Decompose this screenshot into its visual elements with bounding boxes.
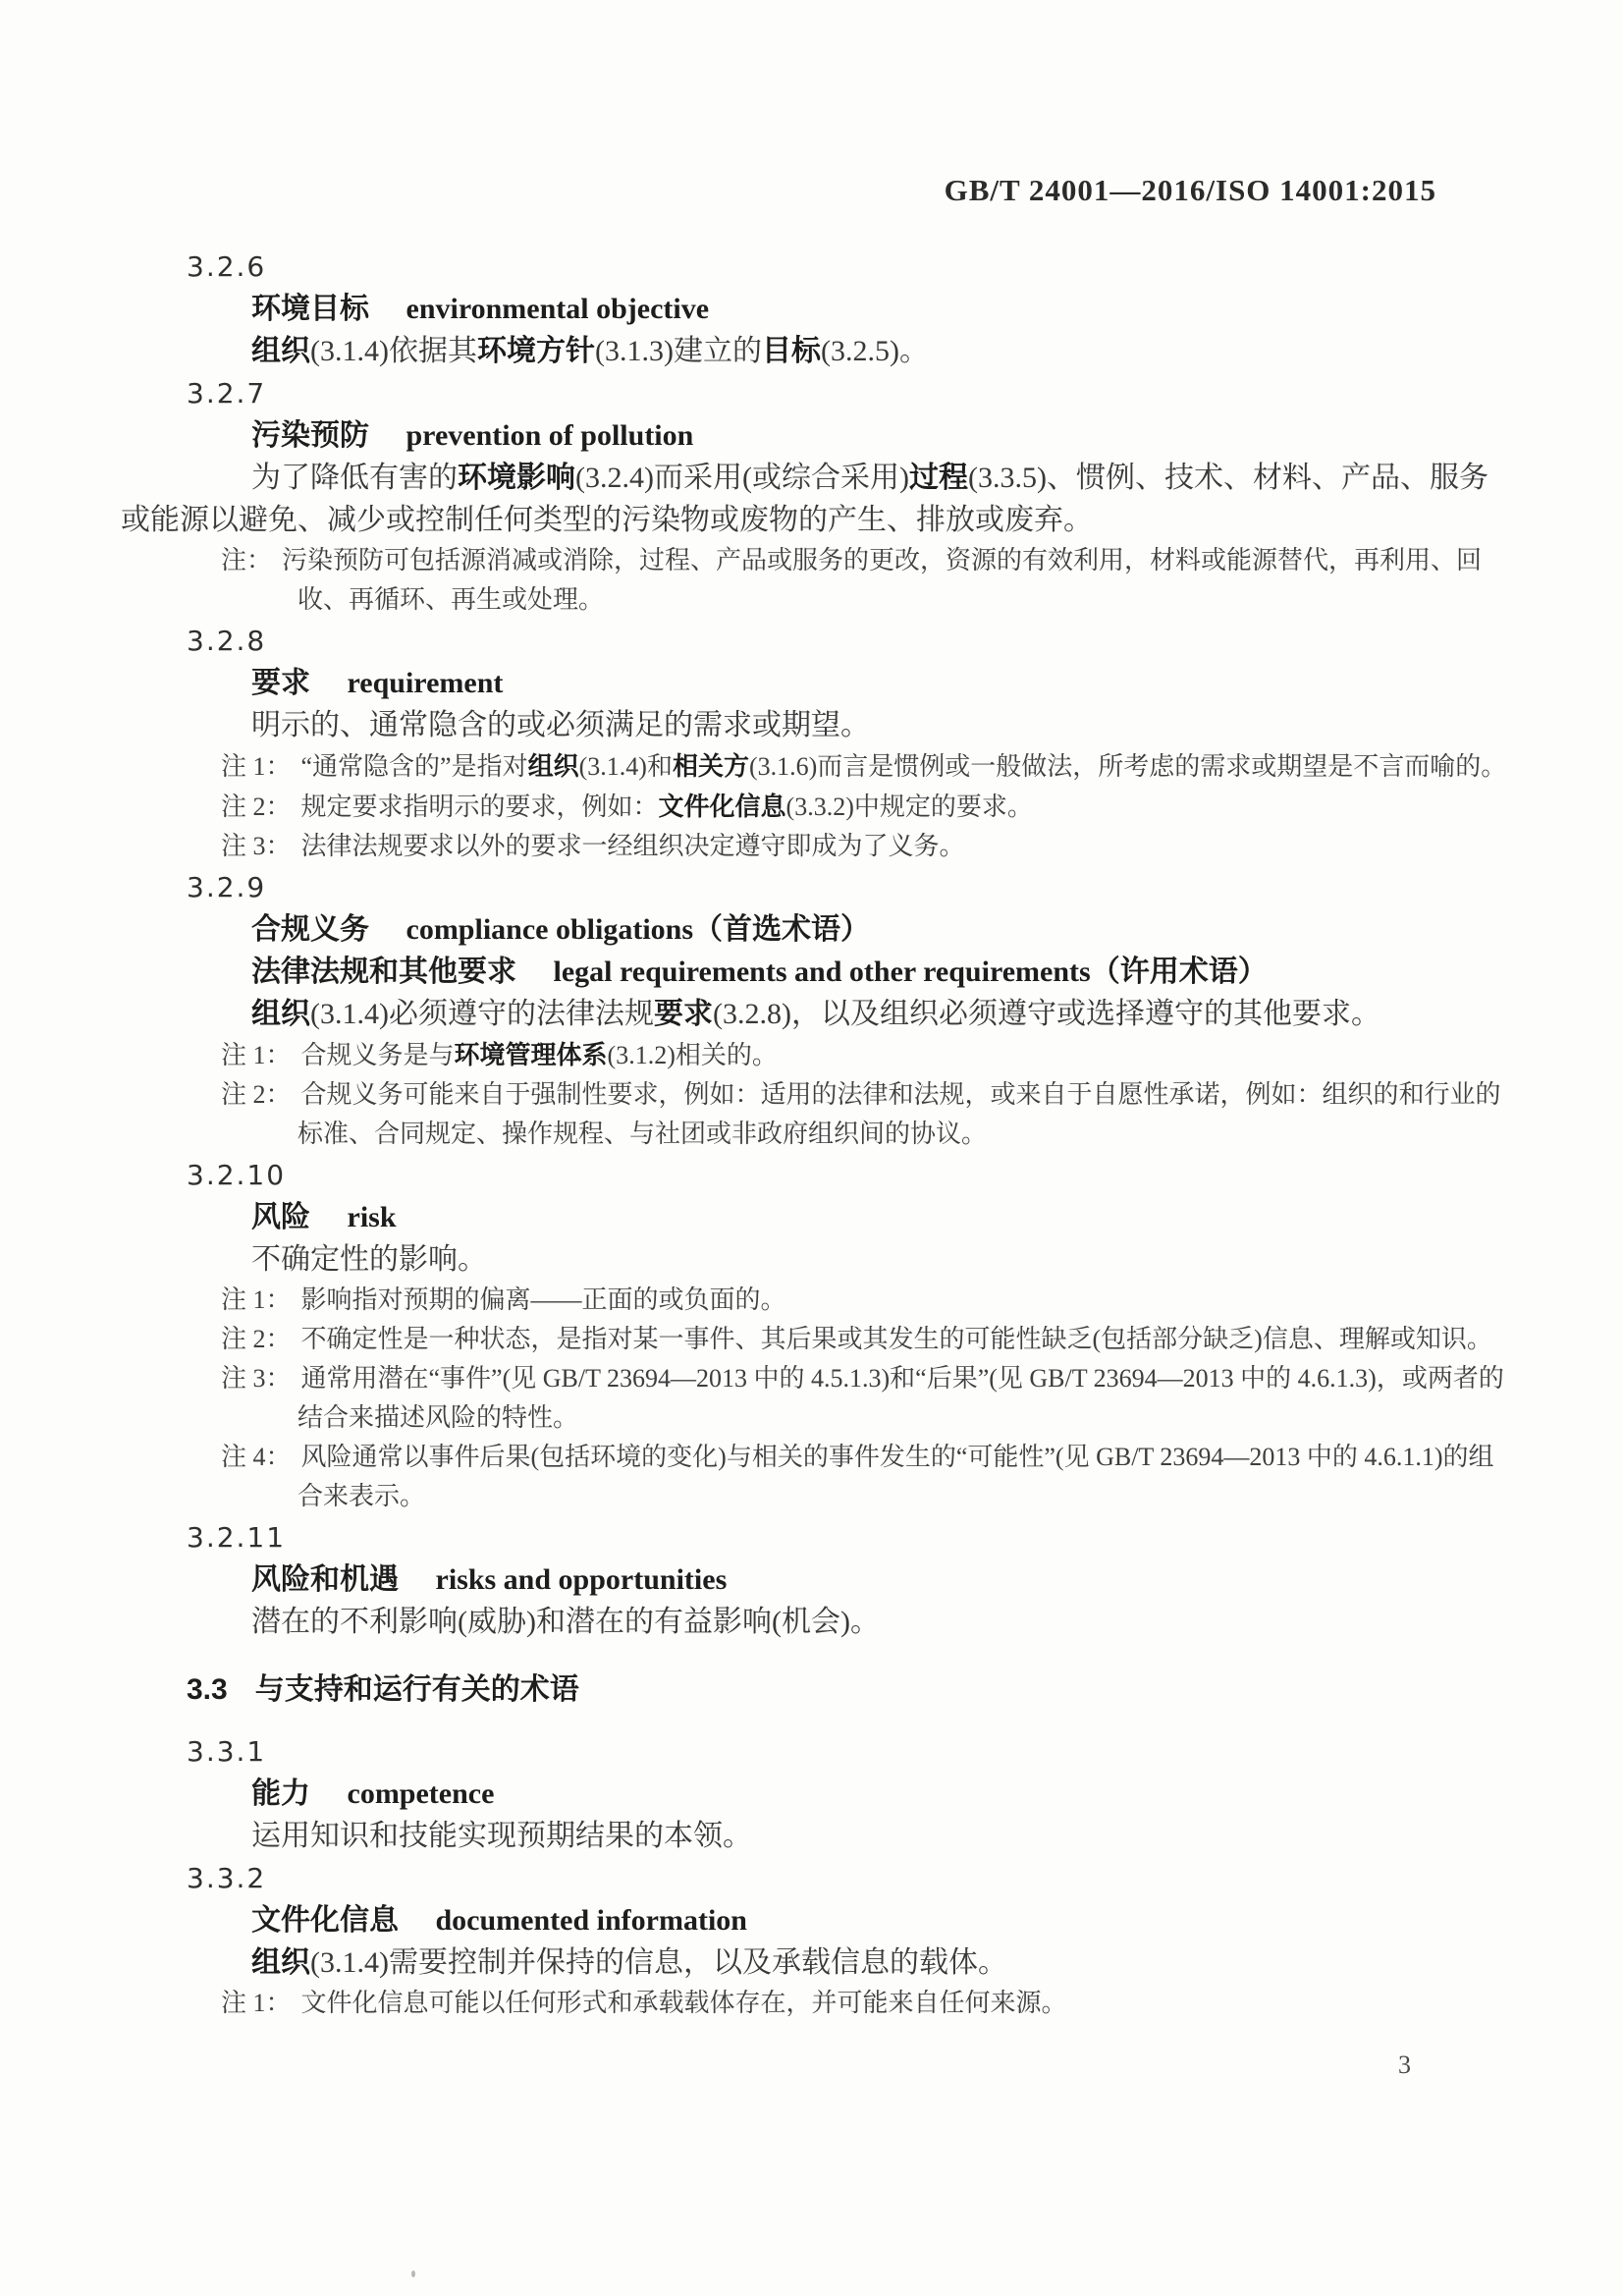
- clause-number: 3.3: [187, 1673, 228, 1706]
- note: [221, 827, 1507, 866]
- note: [221, 1438, 1507, 1516]
- term-zh: 文件化信息: [251, 1904, 399, 1937]
- section-number: 3.2.9: [187, 871, 267, 903]
- note: [221, 1035, 1507, 1075]
- note-label: 注 2：: [221, 793, 292, 821]
- section-number: 3.2.8: [187, 625, 267, 657]
- note: [221, 1075, 1507, 1154]
- term-zh: 合规义务: [251, 913, 369, 946]
- term-zh: 污染预防: [251, 419, 369, 452]
- page-number: 3: [1398, 2050, 1411, 2079]
- note-label: 注 2：: [221, 1080, 292, 1109]
- definition: 组织(3.1.4)需要控制并保持的信息，以及承载信息的载体。: [251, 1946, 1007, 1979]
- term-section-331: [187, 1730, 1507, 1857]
- term-en: documented information: [435, 1904, 747, 1937]
- note-text: 文件化信息可能以任何形式和承载载体存在，并可能来自任何来源。: [300, 1989, 1067, 2017]
- note-text: 污染预防可包括源消减或消除，过程、产品或服务的更改，资源的有效利用，材料或能源替代，再利用、回收、再循环、再生或处理。: [282, 546, 1483, 614]
- note-text: 合规义务是与环境管理体系(3.1.2)相关的。: [300, 1040, 778, 1069]
- section-number: 3.3.2: [187, 1862, 267, 1894]
- definition: 为了降低有害的环境影响(3.2.4)而采用(或综合采用)过程(3.3.5)、惯例、技术、材料、产品、服务或能源以避免、减少或控制任何类型的污染物或废物的产生、排放或废弃。: [121, 462, 1488, 536]
- document-content: [121, 246, 1507, 2080]
- term-zh: 法律法规和其他要求: [251, 956, 516, 988]
- definition: 潜在的不利影响(威胁)和潜在的有益影响(机会)。: [251, 1606, 880, 1638]
- term-zh: 要求: [251, 667, 310, 699]
- term-en: prevention of pollution: [406, 419, 694, 452]
- term-en: risk: [347, 1201, 397, 1233]
- term-section-332: [187, 1857, 1507, 2023]
- term-line: [251, 288, 1507, 330]
- term-line: [251, 1773, 1507, 1815]
- term-line: [251, 414, 1507, 457]
- term-section-329: [187, 866, 1507, 1154]
- note-label: 注：: [221, 546, 273, 574]
- term-section-3211: [187, 1516, 1507, 1643]
- note-label: 注 1：: [221, 1041, 292, 1069]
- section-number: 3.2.7: [187, 377, 267, 410]
- term-en: requirement: [347, 667, 504, 699]
- term-zh: 能力: [251, 1777, 310, 1810]
- term-en: risks and opportunities: [435, 1563, 728, 1596]
- term-section-3210: [187, 1154, 1507, 1516]
- term-en: environmental objective: [406, 293, 710, 325]
- term-line: [251, 662, 1507, 704]
- note-label: 注 1：: [221, 752, 292, 781]
- definition: 组织(3.1.4)必须遵守的法律法规要求(3.2.8)，以及组织必须遵守或选择遵守的其他要求。: [251, 998, 1380, 1030]
- term-line: [251, 908, 1507, 951]
- note-text: 风险通常以事件后果(包括环境的变化)与相关的事件发生的“可能性”(见 GB/T 23694—2013 中的 4.6.1.1)的组合来表示。: [298, 1443, 1494, 1510]
- note: [221, 787, 1507, 827]
- section-number: 3.2.10: [187, 1159, 287, 1191]
- clause-title: 与支持和运行有关的术语: [254, 1673, 579, 1706]
- note: [221, 1320, 1507, 1359]
- definition: 明示的、通常隐含的或必须满足的需求或期望。: [251, 709, 870, 741]
- note-text: 不确定性是一种状态，是指对某一事件、其后果或其发生的可能性缺乏(包括部分缺乏)信息、理解或知识。: [300, 1325, 1492, 1353]
- standard-header: GB/T 24001—2016/ISO 14001:2015: [944, 173, 1436, 207]
- note-label: 注 1：: [221, 1285, 292, 1314]
- note: [221, 1359, 1507, 1438]
- term-line: [251, 1899, 1507, 1941]
- section-number: 3.3.1: [187, 1735, 267, 1768]
- scan-speck: [411, 2270, 415, 2277]
- term-section-327: [121, 372, 1507, 620]
- term-zh: 环境目标: [251, 293, 369, 325]
- term-line: [251, 1558, 1507, 1601]
- term-en: compliance obligations（首选术语）: [406, 913, 871, 946]
- note-text: “通常隐含的”是指对组织(3.1.4)和相关方(3.1.6)而言是惯例或一般做法，所考虑的需求或期望是不言而喻的。: [300, 751, 1507, 781]
- section-number: 3.2.11: [187, 1521, 287, 1554]
- note-text: 影响指对预期的偏离——正面的或负面的。: [300, 1285, 786, 1314]
- term-section-328: [187, 620, 1507, 866]
- term-zh: 风险: [251, 1201, 310, 1233]
- note-text: 合规义务可能来自于强制性要求，例如：适用的法律和法规，或来自于自愿性承诺，例如：组织的和行业的标准、合同规定、操作规程、与社团或非政府组织间的协议。: [298, 1080, 1501, 1148]
- note-label: 注 3：: [221, 1364, 292, 1393]
- note: [221, 1984, 1507, 2023]
- definition: 不确定性的影响。: [251, 1243, 487, 1276]
- term-zh: 风险和机遇: [251, 1563, 399, 1596]
- term-line: [251, 1196, 1507, 1238]
- note-text: 通常用潜在“事件”(见 GB/T 23694—2013 中的 4.5.1.3)和“后果”(见 GB/T 23694—2013 中的 4.6.1.3)，或两者的结合来描述风险的特性。: [298, 1364, 1504, 1432]
- clause-heading: [187, 1668, 1507, 1711]
- note-text: 法律法规要求以外的要求一经组织决定遵守即成为了义务。: [300, 832, 965, 860]
- definition: 组织(3.1.4)依据其环境方针(3.1.3)建立的目标(3.2.5)。: [251, 335, 929, 367]
- term-en: competence: [347, 1777, 495, 1810]
- note: [221, 1281, 1507, 1320]
- term-en: legal requirements and other requirements（许用术语）: [553, 956, 1268, 988]
- note-label: 注 1：: [221, 1989, 292, 2017]
- term-line: [251, 951, 1507, 993]
- section-number: 3.2.6: [187, 250, 267, 283]
- note-label: 注 4：: [221, 1443, 292, 1471]
- note-label: 注 3：: [221, 832, 292, 860]
- definition: 运用知识和技能实现预期结果的本领。: [251, 1820, 752, 1852]
- note: [221, 541, 1507, 620]
- note: [221, 746, 1507, 787]
- term-section-326: [187, 246, 1507, 372]
- note-label: 注 2：: [221, 1325, 292, 1353]
- note-text: 规定要求指明示的要求，例如：文件化信息(3.3.2)中规定的要求。: [300, 792, 1033, 821]
